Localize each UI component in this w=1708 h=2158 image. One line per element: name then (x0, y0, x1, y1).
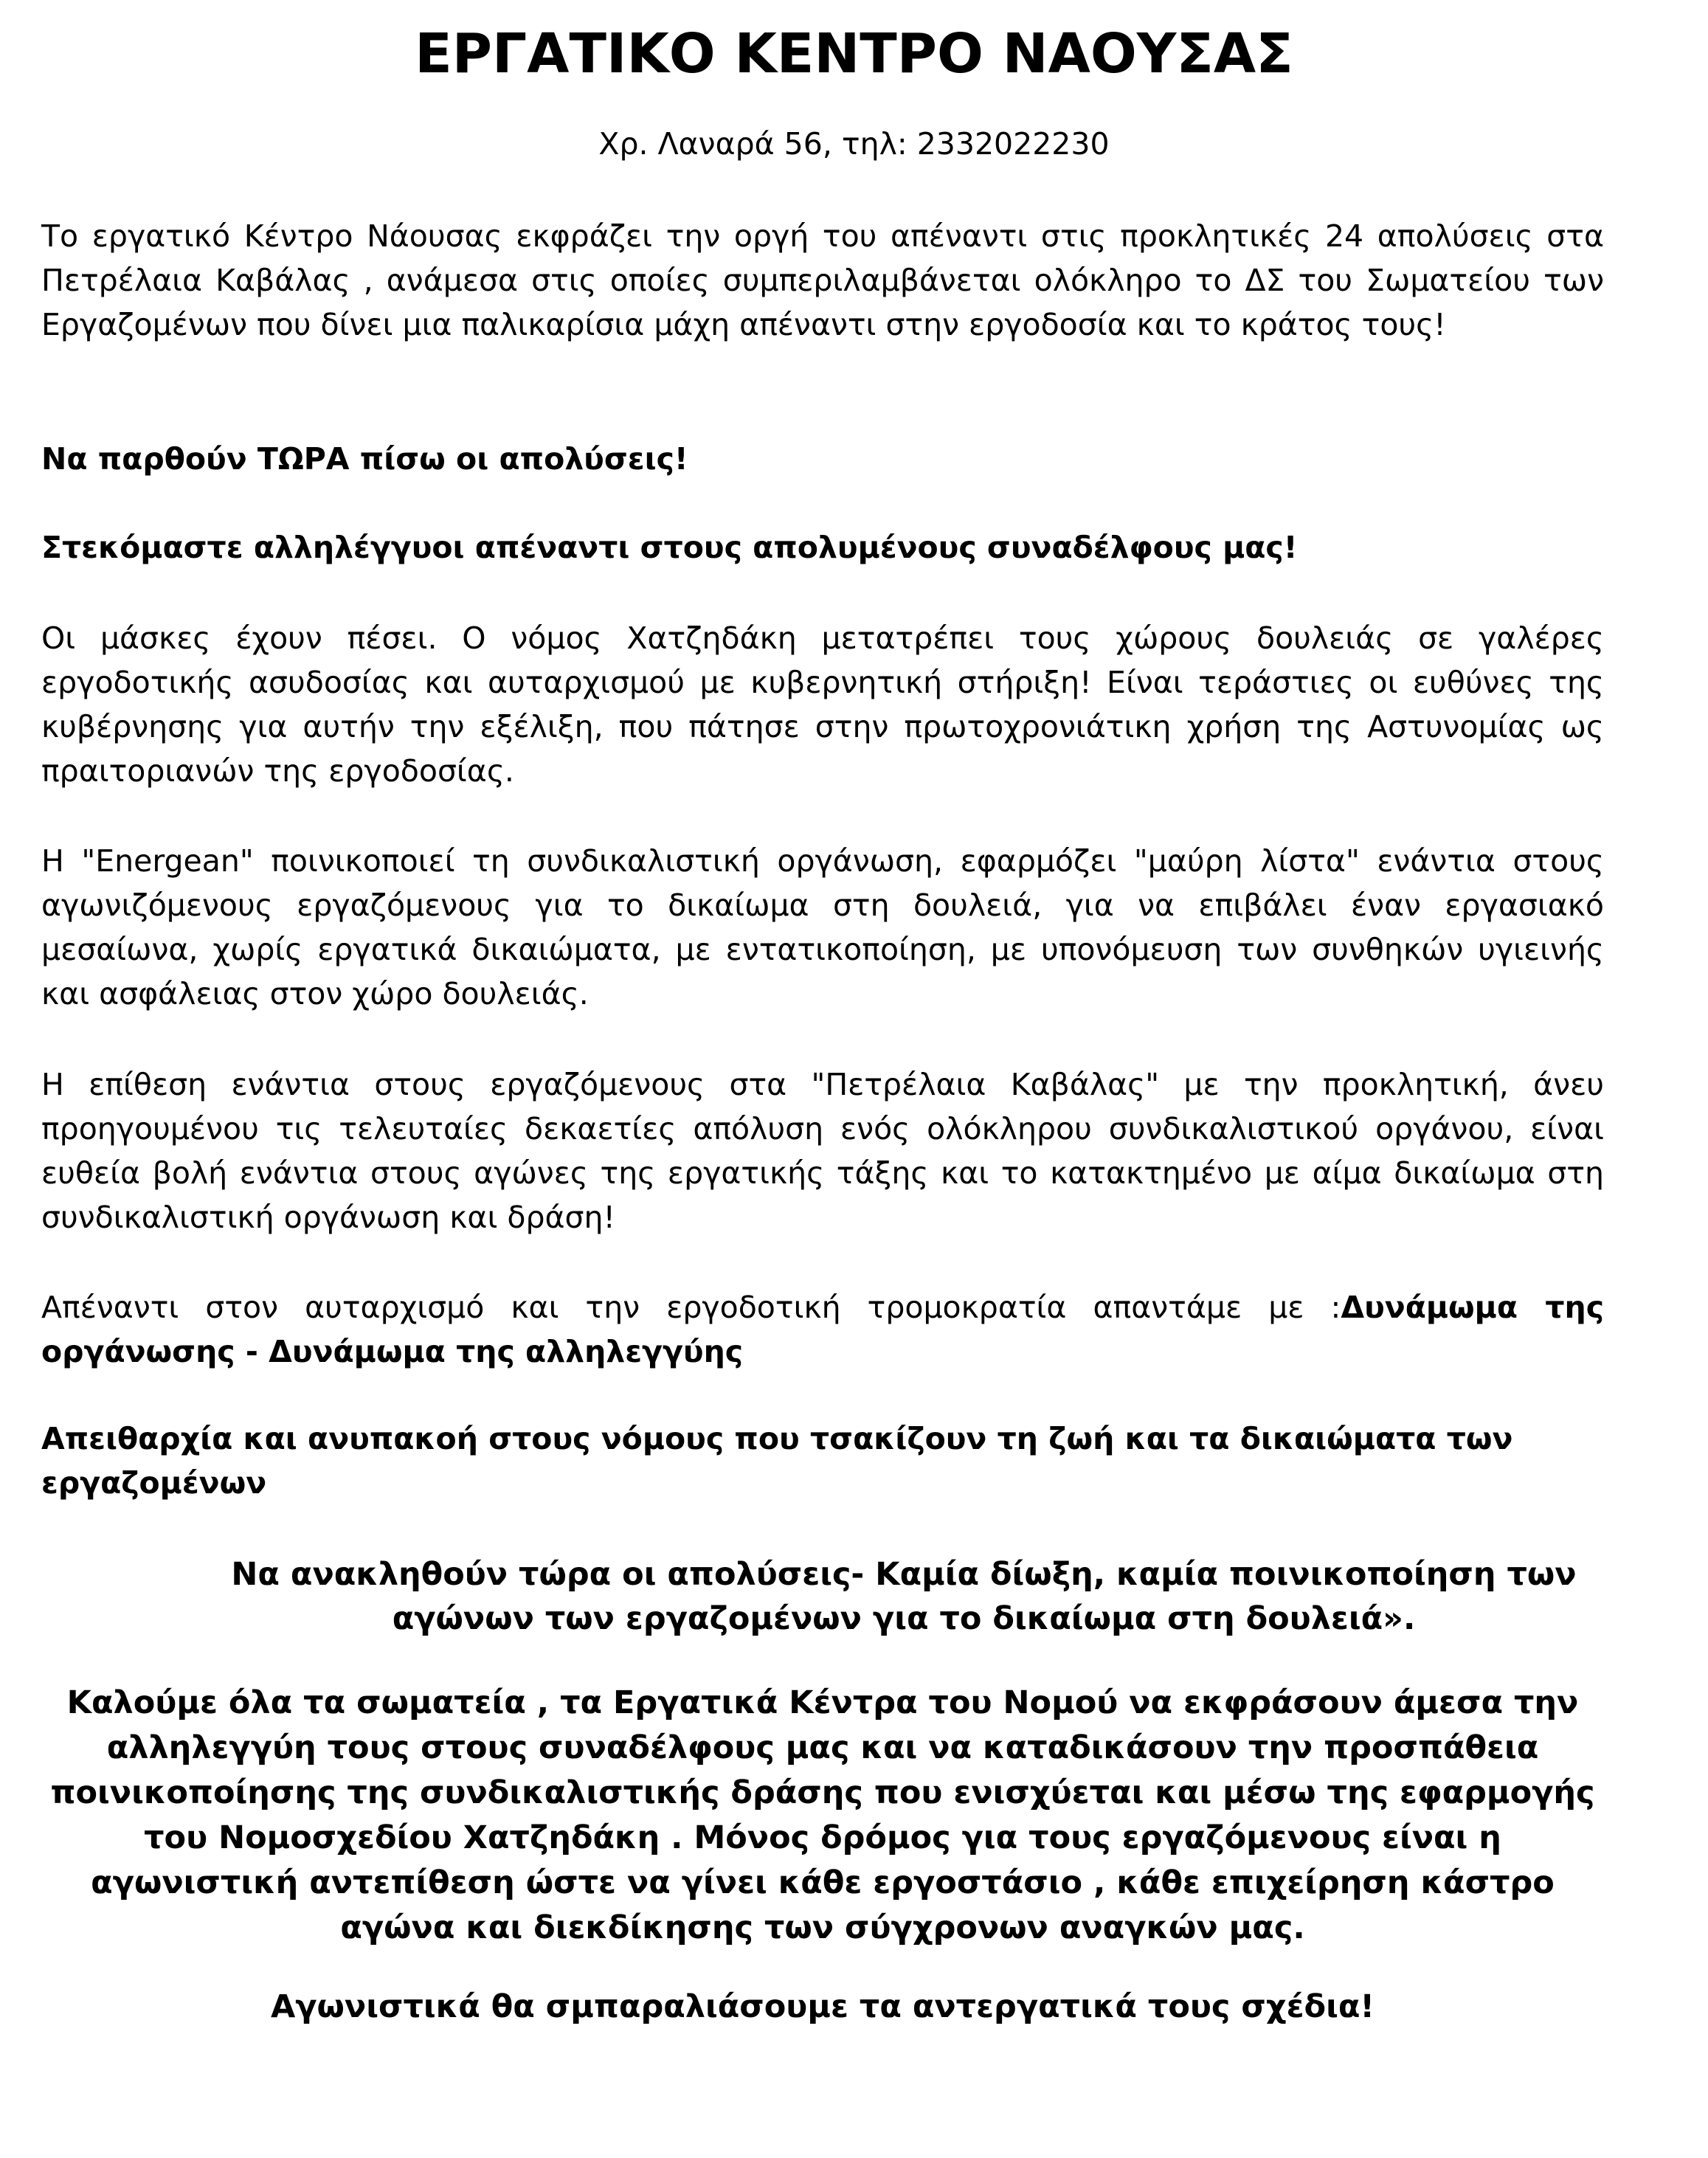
slogan-rehire: Να παρθούν ΤΩΡΑ πίσω οι απολύσεις! (41, 441, 688, 477)
paragraph-hatzidakis-law: Οι μάσκες έχουν πέσει. Ο νόμος Χατζηδάκη μετατρέπει τους χώρους δουλειάς σε γαλέρες εργοδοτικής ασυδοσίας και αυταρχισμού με κυβερνητική στήριξη! Είναι τεράστιες οι ευθύνες της κυβέρνησης για αυτήν την εξέλιξη, που πάτησε στην πρωτοχρονιάτικη χρήση της Αστυνομίας ως πραιτοριανών της εργοδοσίας. (41, 620, 1604, 789)
slogan-solidarity: Στεκόμαστε αλληλέγγυοι απέναντι στους απολυμένους συναδέλφους μας! (41, 530, 1298, 565)
call-to-unions: Καλούμε όλα τα σωματεία , τα Εργατικά Κέντρα του Νομού να εκφράσουν άμεσα την αλληλεγγύη τους στους συναδέλφους μας και να καταδικάσουν την προσπάθεια ποινικοποίησης της συνδικαλιστικής δράσης που ενισχύεται και μέσω της εφαρμογής του Νομοσχεδίου Χατζηδάκη . Μόνος δρόμος για τους εργαζόμενους είναι η αγωνιστική αντεπίθεση ώστε να γίνει κάθε εργοστάσιο , κάθε επιχείρηση κάστρο αγώνα και διεκδίκησης των σύγχρονων αναγκών μας. (50, 1684, 1595, 1946)
paragraph-energean: Η "Energean" ποινικοποιεί τη συνδικαλιστική οργάνωση, εφαρμόζει "μαύρη λίστα" ενάντια στους αγωνιζόμενους εργαζόμενους για το δικαίωμα στη δουλειά, για να επιβάλει έναν εργασιακό μεσαίωνα, χωρίς εργατικά δικαιώματα, με εντατικοποίηση, με υπονόμευση των συνθηκών υγιεινής και ασφάλειας στον χώρο δουλειάς. (41, 843, 1604, 1011)
slogan-revoke-dismissals: Να ανακληθούν τώρα οι απολύσεις- Καμία δίωξη, καμία ποινικοποίηση των αγώνων των εργαζομένων για το δικαίωμα στη δουλειά». (231, 1556, 1577, 1637)
paragraph-intro: Το εργατικό Κέντρο Νάουσας εκφράζει την οργή του απέναντι στις προκλητικές 24 απολύσεις στα Πετρέλαια Καβάλας , ανάμεσα στις οποίες συμπεριλαμβάνεται ολόκληρο το ΔΣ του Σωματείου των Εργαζομένων που δίνει μια παλικαρίσια μάχη απέναντι στην εργοδοσία και το κράτος τους! (41, 218, 1604, 342)
slogan-disobedience: Απειθαρχία και ανυπακοή στους νόμους που τσακίζουν τη ζωή και τα δικαιώματα των εργαζομένων (41, 1421, 1513, 1501)
address-line: Χρ. Λαναρά 56, τηλ: 2332022230 (598, 126, 1110, 162)
document-title: ΕΡΓΑΤΙΚΟ ΚΕΝΤΡΟ ΝΑΟΥΣΑΣ (415, 22, 1293, 86)
paragraph-response (41, 1285, 1604, 1374)
response-slogan: Δυνάμωμα της οργάνωσης - Δυνάμωμα της αλληλεγγύης (41, 1290, 1604, 1369)
paragraph-attack: Η επίθεση ενάντια στους εργαζόμενους στα "Πετρέλαια Καβάλας" με την προκλητική, άνευ προηγουμένου τις τελευταίες δεκαετίες απόλυση ενός ολόκληρου συνδικαλιστικού οργάνου, είναι ευθεία βολή ενάντια στους αγώνες της εργατικής τάξης και το κατακτημένο με αίμα δικαίωμα στη συνδικαλιστική οργάνωση και δράση! (41, 1067, 1604, 1235)
response-text: Απέναντι στον αυταρχισμό και την εργοδοτική τρομοκρατία απαντάμε με : (41, 1290, 1341, 1325)
closing-slogan: Αγωνιστικά θα σμπαραλιάσουμε τα αντεργατικά τους σχέδια! (270, 1988, 1375, 2025)
